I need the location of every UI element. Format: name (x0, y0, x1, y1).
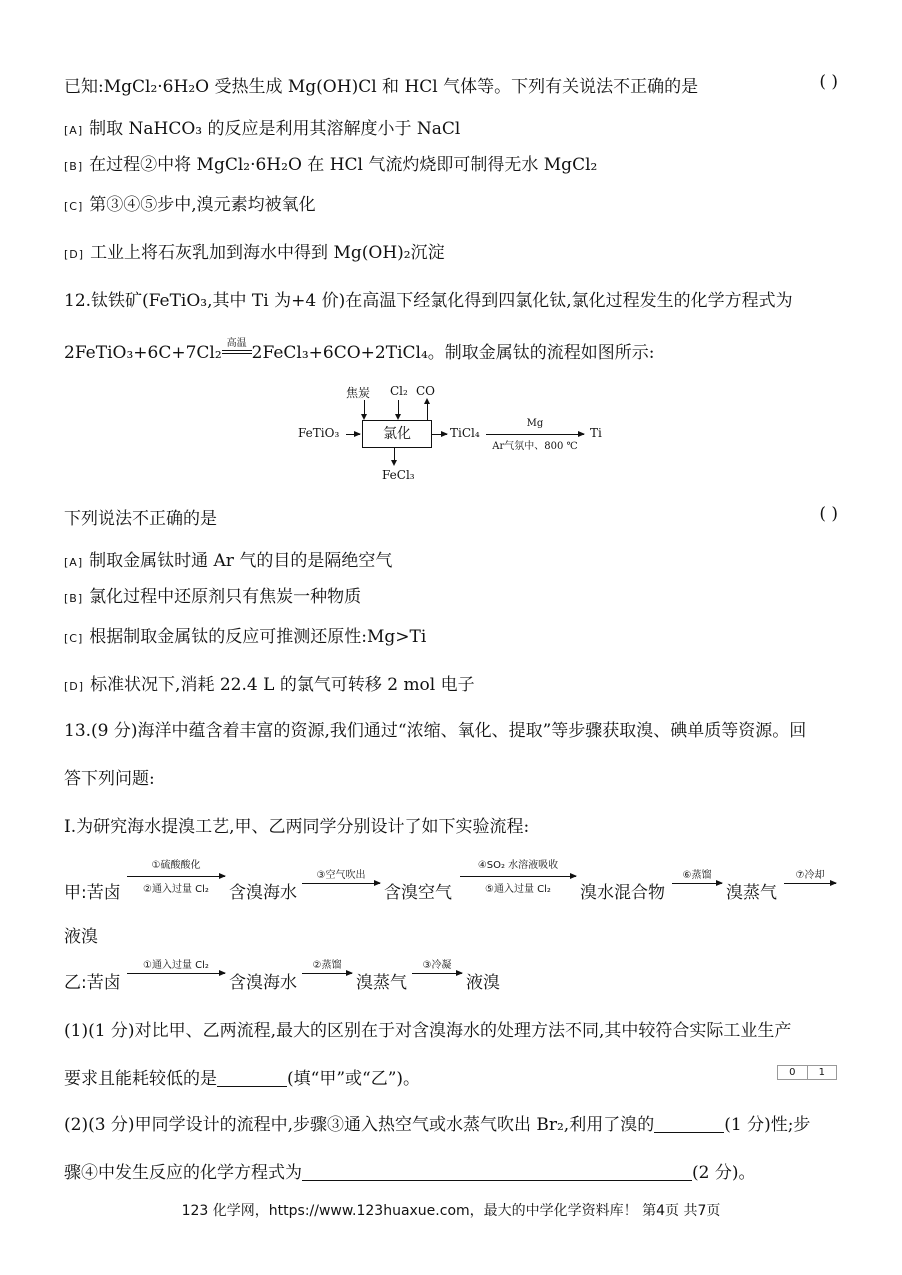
option-text: 氯化过程中还原剂只有焦炭一种物质 (89, 587, 362, 607)
sub2-answer-blank-2[interactable] (302, 1164, 692, 1181)
tic-l4: TiCl₄ (450, 426, 480, 440)
sub2-text-a: (2)(3 分)甲同学设计的流程中,步骤③通入热空气或水蒸气吹出 Br₂,利用了溴的 (64, 1115, 655, 1135)
option-tag: [B] (64, 592, 84, 605)
option-tag: [C] (64, 200, 84, 213)
jia-product3: 溴水混合物 (580, 883, 665, 903)
q12-option-a (64, 546, 392, 571)
q13-stem-line1: 13.(9 分)海洋中蕴含着丰富的资源,我们通过“浓缩、氧化、提取”等步骤获取溴、碘单质等资源。回 (64, 721, 807, 741)
sub2-text-b: (1 分)性;步 (724, 1115, 811, 1135)
jia-step6: ⑥蒸馏 (682, 870, 712, 881)
q13-sub2-line1 (64, 1110, 810, 1135)
jia-step3: ③空气吹出 (316, 870, 366, 881)
q11-option-b (64, 150, 597, 175)
q11-option-a (64, 114, 460, 139)
score-0[interactable]: 0 (789, 1067, 796, 1078)
q12-option-c (64, 622, 426, 647)
option-text: 制取金属钛时通 Ar 气的目的是隔绝空气 (89, 551, 393, 571)
output-co: CO (416, 384, 436, 398)
option-text: 在过程②中将 MgCl₂·6H₂O 在 HCl 气流灼烧即可制得无水 MgCl₂ (89, 155, 598, 175)
sub1-answer-blank[interactable] (217, 1070, 287, 1087)
q12-option-d (64, 670, 475, 695)
page-footer: 123 化学网，https://www.123huaxue.com，最大的中学化学资料库！ 第4页 共7页 (181, 1203, 721, 1219)
product-ti: Ti (590, 426, 602, 440)
sub1-text-b: (填“甲”或“乙”)。 (287, 1069, 421, 1089)
arrow-condition: Ar气氛中、800 ℃ (492, 441, 578, 452)
option-tag: [C] (64, 632, 84, 645)
option-tag: [A] (64, 556, 84, 569)
yi-start: 乙:苦卤 (64, 973, 121, 993)
sub2-text-d: (2 分)。 (692, 1163, 756, 1183)
yi-step1: ①通入过量 Cl₂ (143, 960, 209, 971)
jia-product2: 含溴空气 (384, 883, 452, 903)
equation-condition-arrow (222, 338, 252, 358)
q11-option-d (64, 238, 445, 263)
input-chlorine: Cl₂ (390, 384, 408, 398)
option-tag: [D] (64, 680, 85, 693)
q13-part1: Ⅰ.为研究海水提溴工艺,甲、乙两同学分别设计了如下实验流程: (64, 817, 530, 837)
q12-stem: 12.钛铁矿(FeTiO₃,其中 Ti 为+4 价)在高温下经氯化得到四氯化钛,氯化过程发生的化学方程式为 (64, 291, 793, 311)
yi-step2: ②蒸馏 (312, 960, 342, 971)
sub1-text-a: 要求且能耗较低的是 (64, 1069, 217, 1089)
jia-step2: ②通入过量 Cl₂ (143, 884, 209, 895)
q11-stem: 已知:MgCl₂·6H₂O 受热生成 Mg(OH)Cl 和 HCl 气体等。下列有关说法不正确的是 (64, 77, 699, 97)
input-fetio3: FeTiO₃ (298, 426, 340, 440)
jia-step5-label: ⑤通入过量 Cl₂ (485, 884, 551, 895)
q11-answer-paren: ( ) (819, 72, 838, 92)
jia-product5: 液溴 (64, 927, 98, 947)
option-text: 根据制取金属钛的反应可推测还原性:Mg>Ti (89, 627, 427, 647)
q13-stem-line2: 答下列问题: (64, 769, 155, 789)
q13-sub1-line2 (64, 1064, 420, 1089)
yi-product3: 液溴 (466, 973, 500, 993)
q11-option-c (64, 190, 316, 215)
q12-option-b (64, 582, 361, 607)
output-fecl3: FeCl₃ (382, 468, 415, 482)
jia-start: 甲:苦卤 (64, 883, 121, 903)
yi-product2: 溴蒸气 (356, 973, 407, 993)
equation-right: 2FeCl₃+6CO+2TiCl₄。制取金属钛的流程如图所示: (251, 343, 655, 363)
jia-step4: ④SO₂ 水溶液吸收 (477, 860, 559, 871)
chlorination-box: 氯化 (362, 420, 432, 448)
sub2-text-c: 骤④中发生反应的化学方程式为 (64, 1163, 302, 1183)
input-coke: 焦炭 (346, 386, 371, 400)
q12-question: 下列说法不正确的是 (64, 509, 217, 529)
option-tag: [A] (64, 124, 84, 137)
option-text: 第③④⑤步中,溴元素均被氧化 (89, 195, 316, 215)
q13-sub1-line1: (1)(1 分)对比甲、乙两流程,最大的区别在于对含溴海水的处理方法不同,其中较符合实际工业生产 (64, 1021, 792, 1041)
option-text: 标准状况下,消耗 22.4 L 的氯气可转移 2 mol 电子 (90, 675, 475, 695)
yi-step3: ③冷凝 (422, 960, 452, 971)
q13-sub2-line2 (64, 1158, 755, 1183)
jia-product4: 溴蒸气 (726, 883, 777, 903)
jia-step7: ⑦冷却 (795, 870, 825, 881)
score-1[interactable]: 1 (807, 1066, 837, 1079)
equation-left: 2FeTiO₃+6C+7Cl₂ (64, 343, 222, 363)
jia-product1: 含溴海水 (229, 883, 297, 903)
yi-product1: 含溴海水 (229, 973, 297, 993)
q12-answer-paren: ( ) (819, 504, 838, 524)
score-box[interactable] (777, 1065, 837, 1080)
sub2-answer-blank-1[interactable] (654, 1116, 724, 1133)
option-text: 制取 NaHCO₃ 的反应是利用其溶解度小于 NaCl (89, 119, 461, 139)
q12-flow-diagram (290, 378, 620, 488)
q12-equation (64, 338, 655, 363)
option-text: 工业上将石灰乳加到海水中得到 Mg(OH)₂沉淀 (90, 243, 445, 263)
arrow-reagent: Mg (526, 418, 544, 429)
jia-step1: ①硫酸酸化 (151, 860, 201, 871)
option-tag: [D] (64, 248, 85, 261)
option-tag: [B] (64, 160, 84, 173)
equation-condition: 高温 (226, 338, 247, 349)
